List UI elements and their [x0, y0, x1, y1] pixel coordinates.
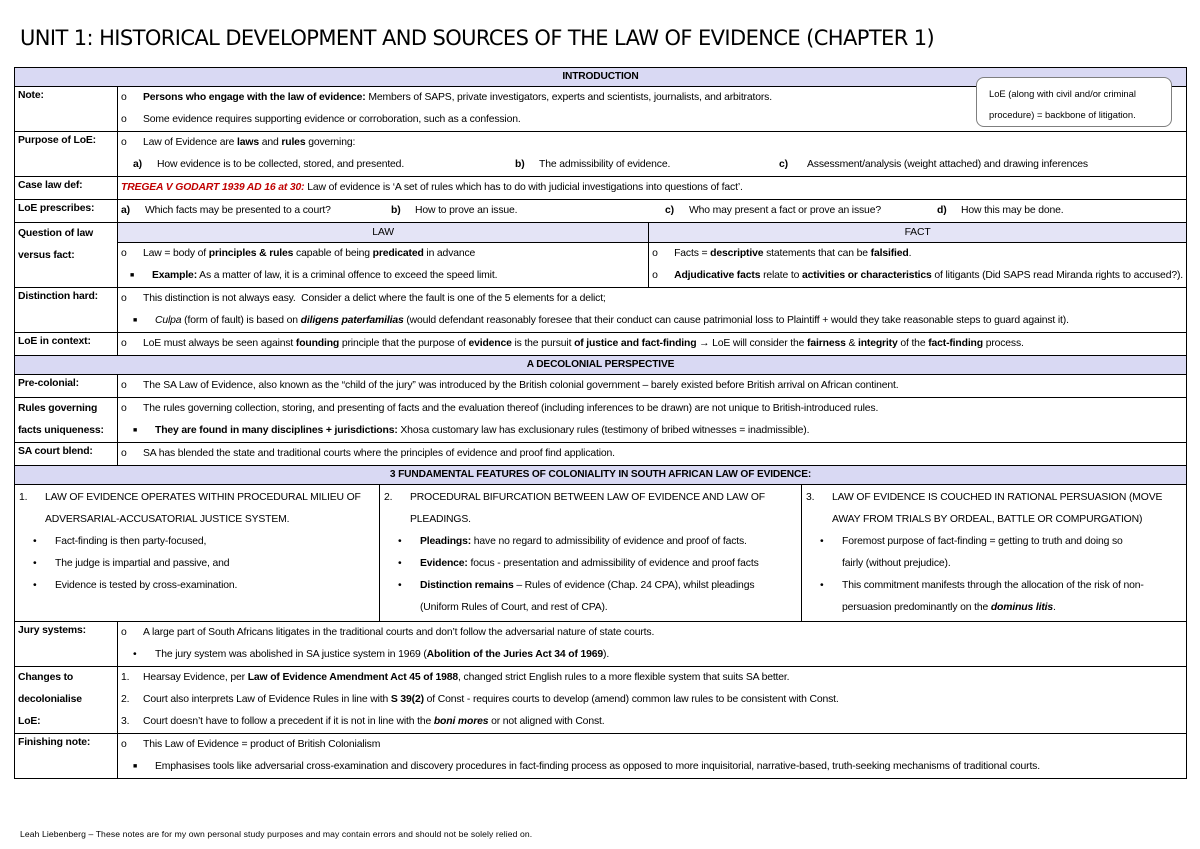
row-label: LoE in context:: [15, 333, 118, 355]
dot-bullet-icon: •: [33, 536, 37, 548]
footer-disclaimer: Leah Liebenberg – These notes are for my own personal study purposes and may contain errors and should not be solely relied on.: [20, 829, 533, 839]
row-label: Distinction hard:: [15, 288, 118, 332]
feature-column-1: 1. LAW OF EVIDENCE OPERATES WITHIN PROCEDURAL MILIEU OF ADVERSARIAL-ACCUSATORIAL JUSTICE SYSTEM. • Fact-finding is then party-focused, • The judge is impartial and passive, and • Evidence is tested by cross-examination.: [19, 492, 361, 592]
row-law-versus-fact: Question of law versus fact: LAW o Law = body of principles & rules capable of being predicated in advance ■ Example: As a matter of law, it is a criminal offence to exceed the speed limit. FACT o Facts = descriptive statements that can be falsified . o Adjudicative facts relate to activities or characteristics of litigants (Did SAPS read Miranda rights to accused?).: [15, 223, 1186, 288]
row-pre-colonial: Pre-colonial: o The SA Law of Evidence, also known as the “child of the jury” was introduced by the British colonial government – barely existed before British arrival on African continent.: [15, 375, 1186, 398]
circle-bullet-icon: o: [652, 270, 658, 282]
square-bullet-icon: ■: [130, 271, 135, 279]
row-prescribes: LoE prescribes: a) Which facts may be presented to a court? b) How to prove an issue. c) Who may present a fact or prove an issue? d) How this may be done.: [15, 200, 1186, 223]
notes-table: [14, 67, 1187, 779]
dot-bullet-icon: •: [33, 558, 37, 570]
circle-bullet-icon: o: [121, 403, 127, 415]
dot-bullet-icon: •: [133, 649, 137, 661]
dot-bullet-icon: •: [820, 580, 824, 592]
circle-bullet-icon: o: [121, 627, 127, 639]
dot-bullet-icon: •: [820, 536, 824, 548]
row-label: Purpose of LoE:: [15, 132, 118, 176]
callout-box: LoE (along with civil and/or criminal procedure) = backbone of litigation.: [976, 77, 1172, 127]
row-purpose: Purpose of LoE: o Law of Evidence are laws and rules governing: a) How evidence is to be collected, stored, and presented. b) The admissibility of evidence. c) Assessment/analysis (weight attached) and drawing inferences: [15, 132, 1186, 177]
circle-bullet-icon: o: [121, 248, 127, 260]
square-bullet-icon: ■: [133, 762, 138, 770]
circle-bullet-icon: o: [121, 293, 127, 305]
circle-bullet-icon: o: [121, 448, 127, 460]
circle-bullet-icon: o: [121, 338, 127, 350]
row-rules-governing: Rules governing facts uniqueness: o The rules governing collection, storing, and presenting of facts and the evaluation thereof (including inferences to be drawn) are not unique to British-introduced rules. ■ They are found in many disciplines + jurisdictions: Xhosa customary law has exclusionary rules (testimony of bribed witnesses = inadmissible).: [15, 398, 1186, 443]
row-finishing-note: Finishing note: o This Law of Evidence = product of British Colonialism ■ Emphasises tools like adversarial cross-examination and discovery procedures in fact-finding process as opposed to more inquisitorial, narrative-based, truth-seeking mechanisms of traditional courts.: [15, 734, 1186, 778]
feature-column-2: 2. PROCEDURAL BIFURCATION BETWEEN LAW OF EVIDENCE AND LAW OF PLEADINGS. • Pleadings: have no regard to admissibility of evidence and proof of facts. • Evidence: focus - presentation and admissibility of evidence and proof facts • Distinction remains – Rules of evidence (Chap. 24 CPA), whilst pleadings (Uniform Rules of Court, and rest of CPA).: [379, 485, 801, 621]
row-note: Note: o Persons who engage with the law of evidence: Members of SAPS, private investigators, experts and scientists, journalists, and arbitrators. o Some evidence requires supporting evidence or corroboration, such as a confession.: [15, 87, 1186, 132]
section-header-introduction: INTRODUCTION: [15, 68, 1186, 87]
row-case-law: Case law def: TREGEA V GODART 1939 AD 16 at 30: Law of evidence is ‘A set of rules which has to do with judicial investigations into questions of fact’.: [15, 177, 1186, 200]
dot-bullet-icon: •: [398, 536, 402, 548]
circle-bullet-icon: o: [121, 380, 127, 392]
law-column-header: LAW: [118, 223, 648, 243]
arrow-right-icon: →: [696, 338, 713, 350]
row-three-features: [15, 485, 1186, 622]
circle-bullet-icon: o: [121, 137, 127, 149]
row-loe-in-context: LoE in context: o LoE must always be seen against founding principle that the purpose of evidence is the pursuit of justice and fact-finding → LoE will consider the fairness & integrity of the fact-finding process.: [15, 333, 1186, 356]
dot-bullet-icon: •: [33, 580, 37, 592]
circle-bullet-icon: o: [121, 114, 127, 126]
row-label: Case law def:: [15, 177, 118, 199]
row-label: Finishing note:: [15, 734, 118, 778]
row-jury-systems: Jury systems: o A large part of South Africans litigates in the traditional courts and don’t follow the adversarial nature of state courts. • The jury system was abolished in SA justice system in 1969 ( Abolition of the Juries Act 34 of 1969 ).: [15, 622, 1186, 667]
feature-column-3: 3. LAW OF EVIDENCE IS COUCHED IN RATIONAL PERSUASION (MOVE AWAY FROM TRIALS BY ORDEAL, BATTLE OR COMPURGATION) • Foremost purpose of fact-finding = getting to truth and doing so fairly (without prejudice). • This commitment manifests through the allocation of the risk of non- persuasion predominantly on the dominus litis .: [801, 485, 1186, 621]
square-bullet-icon: ■: [133, 426, 138, 434]
row-label: SA court blend:: [15, 443, 118, 465]
circle-bullet-icon: o: [121, 739, 127, 751]
dot-bullet-icon: •: [398, 580, 402, 592]
document-title: UNIT 1: HISTORICAL DEVELOPMENT AND SOURCES OF THE LAW OF EVIDENCE (CHAPTER 1): [20, 26, 935, 50]
row-label: Note:: [15, 87, 118, 131]
row-distinction: Distinction hard: o This distinction is not always easy. Consider a delict where the fault is one of the 5 elements for a delict; ■ Culpa (form of fault) is based on diligens paterfamilias (would defendant reasonably foresee that their conduct can cause patrimonial loss to Plaintiff + would they take reasonable steps to guard against it).: [15, 288, 1186, 333]
dot-bullet-icon: •: [398, 558, 402, 570]
row-label: Pre-colonial:: [15, 375, 118, 397]
square-bullet-icon: ■: [133, 316, 138, 324]
row-label: Jury systems:: [15, 622, 118, 666]
section-header-decolonial: A DECOLONIAL PERSPECTIVE: [15, 356, 1186, 375]
circle-bullet-icon: o: [121, 92, 127, 104]
section-header-features: 3 FUNDAMENTAL FEATURES OF COLONIALITY IN SOUTH AFRICAN LAW OF EVIDENCE:: [15, 466, 1186, 485]
row-label: LoE prescribes:: [15, 200, 118, 222]
circle-bullet-icon: o: [652, 248, 658, 260]
case-citation: TREGEA V GODART 1939 AD 16 at 30:: [121, 182, 305, 194]
row-sa-court-blend: SA court blend: o SA has blended the state and traditional courts where the principles of evidence and proof find application.: [15, 443, 1186, 466]
fact-column-header: FACT: [649, 223, 1186, 243]
row-changes: Changes to decolonialise LoE: 1. Hearsay Evidence, per Law of Evidence Amendment Act 45 of 1988 , changed strict English rules to a more flexible system that suits SA better. 2. Court also interprets Law of Evidence Rules in line with S 39(2) of Const - requires courts to develop (amend) common law rules to be consistent with Const. 3. Court doesn’t have to follow a precedent if it is not in line with the boni mores or not aligned with Const.: [15, 667, 1186, 734]
